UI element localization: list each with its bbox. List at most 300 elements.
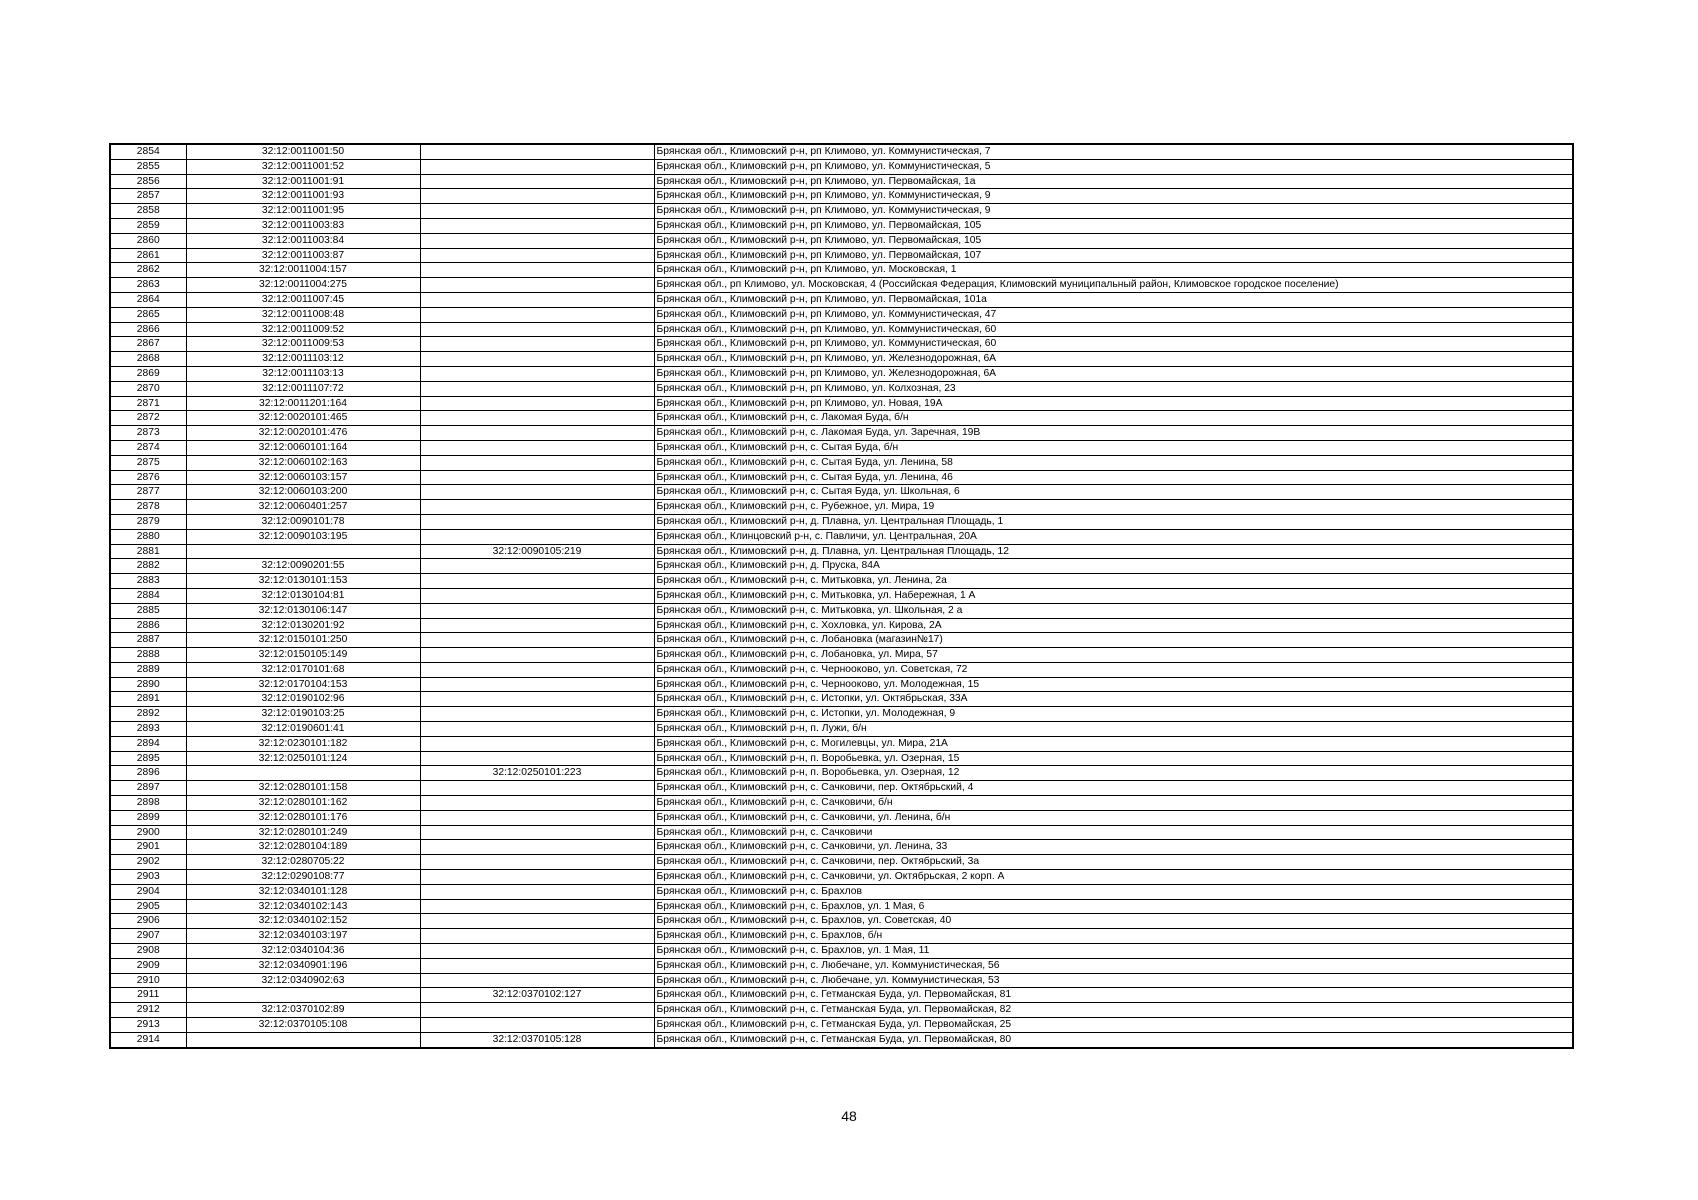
cadastral-number-cell: 32:12:0190601:41 <box>186 722 420 737</box>
cadastral-number-alt-cell <box>420 840 654 855</box>
cadastral-number-alt-cell <box>420 233 654 248</box>
cadastral-number-cell: 32:12:0011004:275 <box>186 278 420 293</box>
address-cell: Брянская обл., Климовский р-н, с. Истопки, ул. Октябрьская, 33А <box>654 692 1573 707</box>
cadastral-number-cell: 32:12:0250101:124 <box>186 751 420 766</box>
table-row <box>110 633 1573 648</box>
cadastral-number-alt-cell <box>420 825 654 840</box>
address-cell: Брянская обл., Климовский р-н, рп Климово, ул. Коммунистическая, 7 <box>654 144 1573 159</box>
cadastral-number-alt-cell <box>420 218 654 233</box>
cadastral-number-cell: 32:12:0090103:195 <box>186 529 420 544</box>
row-number-cell: 2879 <box>110 514 186 529</box>
cadastral-number-alt-cell <box>420 677 654 692</box>
table-row <box>110 263 1573 278</box>
row-number-cell: 2856 <box>110 174 186 189</box>
address-cell: Брянская обл., Климовский р-н, с. Лобановка (магазин№17) <box>654 633 1573 648</box>
cadastral-number-alt-cell <box>420 337 654 352</box>
row-number-cell: 2861 <box>110 248 186 263</box>
cadastral-number-cell: 32:12:0130201:92 <box>186 618 420 633</box>
address-cell: Брянская обл., Климовский р-н, рп Климово, ул. Коммунистическая, 47 <box>654 307 1573 322</box>
table-row <box>110 204 1573 219</box>
row-number-cell: 2898 <box>110 796 186 811</box>
cadastral-number-cell: 32:12:0011107:72 <box>186 381 420 396</box>
table-row <box>110 440 1573 455</box>
row-number-cell: 2878 <box>110 500 186 515</box>
address-cell: Брянская обл., Климовский р-н, п. Воробьевка, ул. Озерная, 15 <box>654 751 1573 766</box>
address-cell: Брянская обл., Климовский р-н, с. Сытая Буда, б/н <box>654 440 1573 455</box>
address-cell: Брянская обл., Климовский р-н, с. Сытая Буда, ул. Школьная, 6 <box>654 485 1573 500</box>
cadastral-number-cell: 32:12:0150105:149 <box>186 648 420 663</box>
row-number-cell: 2891 <box>110 692 186 707</box>
row-number-cell: 2881 <box>110 544 186 559</box>
cadastral-number-cell: 32:12:0060103:157 <box>186 470 420 485</box>
table-row <box>110 1018 1573 1033</box>
cadastral-number-cell: 32:12:0370102:89 <box>186 1003 420 1018</box>
row-number-cell: 2904 <box>110 884 186 899</box>
row-number-cell: 2911 <box>110 988 186 1003</box>
address-cell: Брянская обл., Климовский р-н, с. Гетманская Буда, ул. Первомайская, 81 <box>654 988 1573 1003</box>
cadastral-number-alt-cell <box>420 870 654 885</box>
cadastral-number-alt-cell <box>420 1018 654 1033</box>
cadastral-number-alt-cell <box>420 248 654 263</box>
cadastral-number-cell: 32:12:0130106:147 <box>186 603 420 618</box>
cadastral-number-cell: 32:12:0011008:48 <box>186 307 420 322</box>
cadastral-number-alt-cell <box>420 396 654 411</box>
cadastral-number-alt-cell <box>420 796 654 811</box>
table-row <box>110 603 1573 618</box>
table-row <box>110 292 1573 307</box>
cadastral-number-cell: 32:12:0340102:152 <box>186 914 420 929</box>
cadastral-number-alt-cell <box>420 455 654 470</box>
cadastral-number-cell: 32:12:0340103:197 <box>186 929 420 944</box>
row-number-cell: 2908 <box>110 944 186 959</box>
address-cell: Брянская обл., Климовский р-н, п. Лужи, б/н <box>654 722 1573 737</box>
address-cell: Брянская обл., Климовский р-н, рп Климово, ул. Московская, 1 <box>654 263 1573 278</box>
cadastral-number-cell: 32:12:0280101:176 <box>186 810 420 825</box>
cadastral-number-cell <box>186 766 420 781</box>
table-row <box>110 470 1573 485</box>
cadastral-number-alt-cell: 32:12:0250101:223 <box>420 766 654 781</box>
row-number-cell: 2871 <box>110 396 186 411</box>
row-number-cell: 2872 <box>110 411 186 426</box>
registry-table <box>109 143 1574 1049</box>
table-row <box>110 529 1573 544</box>
cadastral-number-cell: 32:12:0130104:81 <box>186 588 420 603</box>
cadastral-number-alt-cell <box>420 722 654 737</box>
address-cell: Брянская обл., Климовский р-н, с. Сачковичи, ул. Ленина, б/н <box>654 810 1573 825</box>
cadastral-number-alt-cell <box>420 263 654 278</box>
table-row <box>110 426 1573 441</box>
cadastral-number-cell: 32:12:0340901:196 <box>186 958 420 973</box>
cadastral-number-alt-cell <box>420 352 654 367</box>
row-number-cell: 2906 <box>110 914 186 929</box>
cadastral-number-alt-cell <box>420 574 654 589</box>
address-cell: Брянская обл., Климовский р-н, с. Лобановка, ул. Мира, 57 <box>654 648 1573 663</box>
row-number-cell: 2875 <box>110 455 186 470</box>
table-row <box>110 781 1573 796</box>
cadastral-number-alt-cell <box>420 692 654 707</box>
address-cell: Брянская обл., Климовский р-н, с. Чернооково, ул. Советская, 72 <box>654 662 1573 677</box>
cadastral-number-alt-cell <box>420 603 654 618</box>
address-cell: Брянская обл., Климовский р-н, с. Сачковичи, ул. Ленина, 33 <box>654 840 1573 855</box>
row-number-cell: 2870 <box>110 381 186 396</box>
row-number-cell: 2914 <box>110 1032 186 1047</box>
row-number-cell: 2888 <box>110 648 186 663</box>
address-cell: Брянская обл., Климовский р-н, д. Пруска, 84А <box>654 559 1573 574</box>
table-row <box>110 870 1573 885</box>
address-cell: Брянская обл., Климовский р-н, с. Митьковка, ул. Ленина, 2а <box>654 574 1573 589</box>
table-row <box>110 840 1573 855</box>
cadastral-number-alt-cell <box>420 736 654 751</box>
row-number-cell: 2886 <box>110 618 186 633</box>
row-number-cell: 2896 <box>110 766 186 781</box>
cadastral-number-alt-cell <box>420 174 654 189</box>
row-number-cell: 2864 <box>110 292 186 307</box>
cadastral-number-alt-cell <box>420 899 654 914</box>
table-row <box>110 766 1573 781</box>
cadastral-number-alt-cell <box>420 500 654 515</box>
table-row <box>110 144 1573 159</box>
cadastral-number-alt-cell <box>420 322 654 337</box>
row-number-cell: 2901 <box>110 840 186 855</box>
address-cell: Брянская обл., Климовский р-н, с. Гетманская Буда, ул. Первомайская, 25 <box>654 1018 1573 1033</box>
table-row <box>110 692 1573 707</box>
table-row <box>110 174 1573 189</box>
cadastral-number-cell <box>186 988 420 1003</box>
cadastral-number-alt-cell <box>420 366 654 381</box>
table-row <box>110 396 1573 411</box>
address-cell: Брянская обл., Климовский р-н, с. Гетманская Буда, ул. Первомайская, 82 <box>654 1003 1573 1018</box>
cadastral-number-cell: 32:12:0011201:164 <box>186 396 420 411</box>
address-cell: Брянская обл., Климовский р-н, с. Брахлов, ул. Советская, 40 <box>654 914 1573 929</box>
cadastral-number-alt-cell <box>420 189 654 204</box>
cadastral-number-alt-cell <box>420 633 654 648</box>
row-number-cell: 2910 <box>110 973 186 988</box>
table-row <box>110 159 1573 174</box>
cadastral-number-cell: 32:12:0011001:93 <box>186 189 420 204</box>
cadastral-number-alt-cell <box>420 159 654 174</box>
table-row <box>110 189 1573 204</box>
address-cell: Брянская обл., Климовский р-н, с. Лакомая Буда, ул. Заречная, 19В <box>654 426 1573 441</box>
cadastral-number-alt-cell <box>420 204 654 219</box>
row-number-cell: 2876 <box>110 470 186 485</box>
cadastral-number-alt-cell <box>420 144 654 159</box>
cadastral-number-cell: 32:12:0230101:182 <box>186 736 420 751</box>
cadastral-number-cell: 32:12:0011103:13 <box>186 366 420 381</box>
row-number-cell: 2895 <box>110 751 186 766</box>
cadastral-number-alt-cell <box>420 855 654 870</box>
table-row <box>110 648 1573 663</box>
cadastral-number-alt-cell <box>420 1003 654 1018</box>
row-number-cell: 2866 <box>110 322 186 337</box>
cadastral-number-cell: 32:12:0011001:95 <box>186 204 420 219</box>
table-row <box>110 544 1573 559</box>
address-cell: Брянская обл., Климовский р-н, с. Сачковичи, пер. Октябрьский, 4 <box>654 781 1573 796</box>
row-number-cell: 2893 <box>110 722 186 737</box>
table-row <box>110 722 1573 737</box>
row-number-cell: 2885 <box>110 603 186 618</box>
table-row <box>110 1032 1573 1047</box>
page-number: 48 <box>841 1108 857 1124</box>
cadastral-number-alt-cell <box>420 411 654 426</box>
cadastral-number-cell: 32:12:0060401:257 <box>186 500 420 515</box>
cadastral-number-cell: 32:12:0020101:476 <box>186 426 420 441</box>
row-number-cell: 2882 <box>110 559 186 574</box>
row-number-cell: 2890 <box>110 677 186 692</box>
table-row <box>110 278 1573 293</box>
row-number-cell: 2900 <box>110 825 186 840</box>
cadastral-number-cell: 32:12:0060102:163 <box>186 455 420 470</box>
cadastral-number-alt-cell <box>420 751 654 766</box>
cadastral-number-alt-cell: 32:12:0090105:219 <box>420 544 654 559</box>
address-cell: Брянская обл., Климовский р-н, с. Сачковичи, б/н <box>654 796 1573 811</box>
row-number-cell: 2868 <box>110 352 186 367</box>
address-cell: Брянская обл., Климовский р-н, рп Климово, ул. Коммунистическая, 60 <box>654 337 1573 352</box>
cadastral-number-cell <box>186 1032 420 1047</box>
cadastral-number-cell: 32:12:0280101:162 <box>186 796 420 811</box>
cadastral-number-cell: 32:12:0340902:63 <box>186 973 420 988</box>
table-row <box>110 751 1573 766</box>
cadastral-number-cell: 32:12:0011003:83 <box>186 218 420 233</box>
cadastral-number-cell: 32:12:0011007:45 <box>186 292 420 307</box>
address-cell: Брянская обл., Климовский р-н, с. Рубежное, ул. Мира, 19 <box>654 500 1573 515</box>
cadastral-number-cell: 32:12:0090201:55 <box>186 559 420 574</box>
address-cell: Брянская обл., Климовский р-н, с. Сачковичи, пер. Октябрьский, 3а <box>654 855 1573 870</box>
row-number-cell: 2912 <box>110 1003 186 1018</box>
cadastral-number-alt-cell <box>420 958 654 973</box>
table-row <box>110 944 1573 959</box>
address-cell: Брянская обл., Климовский р-н, с. Сачковичи, ул. Октябрьская, 2 корп. А <box>654 870 1573 885</box>
cadastral-number-cell: 32:12:0340101:128 <box>186 884 420 899</box>
row-number-cell: 2889 <box>110 662 186 677</box>
table-row <box>110 929 1573 944</box>
address-cell: Брянская обл., рп Климово, ул. Московская, 4 (Российская Федерация, Климовский муниципальный район, Климовское городское поселение) <box>654 278 1573 293</box>
cadastral-number-cell: 32:12:0340102:143 <box>186 899 420 914</box>
cadastral-number-alt-cell <box>420 307 654 322</box>
table-row <box>110 958 1573 973</box>
address-cell: Брянская обл., Климовский р-н, рп Климово, ул. Первомайская, 1а <box>654 174 1573 189</box>
row-number-cell: 2894 <box>110 736 186 751</box>
table-row <box>110 884 1573 899</box>
address-cell: Брянская обл., Климовский р-н, рп Климово, ул. Коммунистическая, 60 <box>654 322 1573 337</box>
registry-table-body <box>110 144 1573 1048</box>
cadastral-number-cell: 32:12:0170101:68 <box>186 662 420 677</box>
cadastral-number-alt-cell <box>420 914 654 929</box>
address-cell: Брянская обл., Климовский р-н, с. Митьковка, ул. Школьная, 2 а <box>654 603 1573 618</box>
address-cell: Брянская обл., Климовский р-н, рп Климово, ул. Коммунистическая, 5 <box>654 159 1573 174</box>
address-cell: Брянская обл., Климовский р-н, с. Сачковичи <box>654 825 1573 840</box>
cadastral-number-cell: 32:12:0090101:78 <box>186 514 420 529</box>
table-row <box>110 736 1573 751</box>
cadastral-number-alt-cell <box>420 618 654 633</box>
row-number-cell: 2883 <box>110 574 186 589</box>
row-number-cell: 2854 <box>110 144 186 159</box>
row-number-cell: 2860 <box>110 233 186 248</box>
row-number-cell: 2867 <box>110 337 186 352</box>
address-cell: Брянская обл., Климовский р-н, с. Любечане, ул. Коммунистическая, 53 <box>654 973 1573 988</box>
cadastral-number-alt-cell: 32:12:0370102:127 <box>420 988 654 1003</box>
row-number-cell: 2858 <box>110 204 186 219</box>
address-cell: Брянская обл., Климовский р-н, с. Брахлов, ул. 1 Мая, 6 <box>654 899 1573 914</box>
table-row <box>110 914 1573 929</box>
table-row <box>110 500 1573 515</box>
table-row <box>110 618 1573 633</box>
cadastral-number-cell: 32:12:0290108:77 <box>186 870 420 885</box>
address-cell: Брянская обл., Климовский р-н, рп Климово, ул. Колхозная, 23 <box>654 381 1573 396</box>
row-number-cell: 2863 <box>110 278 186 293</box>
address-cell: Брянская обл., Климовский р-н, с. Сытая Буда, ул. Ленина, 46 <box>654 470 1573 485</box>
cadastral-number-cell: 32:12:0060103:200 <box>186 485 420 500</box>
address-cell: Брянская обл., Климовский р-н, д. Плавна, ул. Центральная Площадь, 12 <box>654 544 1573 559</box>
cadastral-number-cell: 32:12:0170104:153 <box>186 677 420 692</box>
table-row <box>110 588 1573 603</box>
row-number-cell: 2905 <box>110 899 186 914</box>
cadastral-number-cell: 32:12:0011001:50 <box>186 144 420 159</box>
cadastral-number-alt-cell <box>420 470 654 485</box>
row-number-cell: 2913 <box>110 1018 186 1033</box>
table-row <box>110 352 1573 367</box>
address-cell: Брянская обл., Климовский р-н, с. Лакомая Буда, б/н <box>654 411 1573 426</box>
address-cell: Брянская обл., Климовский р-н, с. Митьковка, ул. Набережная, 1 А <box>654 588 1573 603</box>
cadastral-number-cell <box>186 544 420 559</box>
address-cell: Брянская обл., Климовский р-н, с. Гетманская Буда, ул. Первомайская, 80 <box>654 1032 1573 1047</box>
address-cell: Брянская обл., Климовский р-н, с. Брахлов <box>654 884 1573 899</box>
address-cell: Брянская обл., Климовский р-н, рп Климово, ул. Коммунистическая, 9 <box>654 189 1573 204</box>
row-number-cell: 2884 <box>110 588 186 603</box>
table-row <box>110 455 1573 470</box>
table-row <box>110 574 1573 589</box>
cadastral-number-cell: 32:12:0011003:84 <box>186 233 420 248</box>
cadastral-number-cell: 32:12:0150101:250 <box>186 633 420 648</box>
table-row <box>110 855 1573 870</box>
row-number-cell: 2869 <box>110 366 186 381</box>
cadastral-number-alt-cell <box>420 381 654 396</box>
table-row <box>110 366 1573 381</box>
address-cell: Брянская обл., Климовский р-н, с. Истопки, ул. Молодежная, 9 <box>654 707 1573 722</box>
cadastral-number-cell: 32:12:0011003:87 <box>186 248 420 263</box>
row-number-cell: 2897 <box>110 781 186 796</box>
cadastral-number-cell: 32:12:0011103:12 <box>186 352 420 367</box>
row-number-cell: 2909 <box>110 958 186 973</box>
cadastral-number-cell: 32:12:0190103:25 <box>186 707 420 722</box>
address-cell: Брянская обл., Климовский р-н, рп Климово, ул. Коммунистическая, 9 <box>654 204 1573 219</box>
cadastral-number-alt-cell <box>420 662 654 677</box>
address-cell: Брянская обл., Климовский р-н, рп Климово, ул. Первомайская, 107 <box>654 248 1573 263</box>
cadastral-number-cell: 32:12:0011009:52 <box>186 322 420 337</box>
address-cell: Брянская обл., Климовский р-н, д. Плавна, ул. Центральная Площадь, 1 <box>654 514 1573 529</box>
cadastral-number-alt-cell <box>420 588 654 603</box>
cadastral-number-cell: 32:12:0280104:189 <box>186 840 420 855</box>
table-row <box>110 796 1573 811</box>
cadastral-number-cell: 32:12:0060101:164 <box>186 440 420 455</box>
table-row <box>110 307 1573 322</box>
cadastral-number-cell: 32:12:0020101:465 <box>186 411 420 426</box>
address-cell: Брянская обл., Климовский р-н, рп Климово, ул. Железнодорожная, 6А <box>654 366 1573 381</box>
address-cell: Брянская обл., Климовский р-н, с. Брахлов, б/н <box>654 929 1573 944</box>
address-cell: Брянская обл., Климовский р-н, с. Брахлов, ул. 1 Мая, 11 <box>654 944 1573 959</box>
cadastral-number-alt-cell <box>420 485 654 500</box>
address-cell: Брянская обл., Клинцовский р-н, с. Павличи, ул. Центральная, 20А <box>654 529 1573 544</box>
table-row <box>110 248 1573 263</box>
row-number-cell: 2855 <box>110 159 186 174</box>
cadastral-number-cell: 32:12:0280705:22 <box>186 855 420 870</box>
cadastral-number-alt-cell <box>420 529 654 544</box>
row-number-cell: 2857 <box>110 189 186 204</box>
table-row <box>110 559 1573 574</box>
cadastral-number-alt-cell <box>420 973 654 988</box>
cadastral-number-cell: 32:12:0130101:153 <box>186 574 420 589</box>
address-cell: Брянская обл., Климовский р-н, рп Климово, ул. Первомайская, 101а <box>654 292 1573 307</box>
address-cell: Брянская обл., Климовский р-н, рп Климово, ул. Железнодорожная, 6А <box>654 352 1573 367</box>
row-number-cell: 2862 <box>110 263 186 278</box>
table-row <box>110 381 1573 396</box>
table-row <box>110 337 1573 352</box>
table-row <box>110 707 1573 722</box>
cadastral-number-cell: 32:12:0190102:96 <box>186 692 420 707</box>
table-row <box>110 1003 1573 1018</box>
cadastral-number-alt-cell <box>420 278 654 293</box>
table-row <box>110 973 1573 988</box>
cadastral-number-alt-cell <box>420 559 654 574</box>
cadastral-number-cell: 32:12:0011009:53 <box>186 337 420 352</box>
table-row <box>110 322 1573 337</box>
cadastral-number-cell: 32:12:0011001:52 <box>186 159 420 174</box>
cadastral-number-alt-cell <box>420 514 654 529</box>
table-row <box>110 662 1573 677</box>
cadastral-number-alt-cell: 32:12:0370105:128 <box>420 1032 654 1047</box>
cadastral-number-alt-cell <box>420 292 654 307</box>
table-row <box>110 485 1573 500</box>
cadastral-number-alt-cell <box>420 944 654 959</box>
cadastral-number-alt-cell <box>420 440 654 455</box>
address-cell: Брянская обл., Климовский р-н, с. Сытая Буда, ул. Ленина, 58 <box>654 455 1573 470</box>
table-row <box>110 899 1573 914</box>
address-cell: Брянская обл., Климовский р-н, с. Могилевцы, ул. Мира, 21А <box>654 736 1573 751</box>
table-row <box>110 810 1573 825</box>
table-row <box>110 825 1573 840</box>
cadastral-number-alt-cell <box>420 426 654 441</box>
row-number-cell: 2865 <box>110 307 186 322</box>
row-number-cell: 2877 <box>110 485 186 500</box>
cadastral-number-alt-cell <box>420 648 654 663</box>
table-row <box>110 988 1573 1003</box>
row-number-cell: 2887 <box>110 633 186 648</box>
table-row <box>110 411 1573 426</box>
row-number-cell: 2880 <box>110 529 186 544</box>
row-number-cell: 2903 <box>110 870 186 885</box>
row-number-cell: 2874 <box>110 440 186 455</box>
table-row <box>110 218 1573 233</box>
cadastral-number-cell: 32:12:0340104:36 <box>186 944 420 959</box>
row-number-cell: 2859 <box>110 218 186 233</box>
row-number-cell: 2873 <box>110 426 186 441</box>
table-row <box>110 233 1573 248</box>
cadastral-number-cell: 32:12:0370105:108 <box>186 1018 420 1033</box>
cadastral-number-alt-cell <box>420 929 654 944</box>
address-cell: Брянская обл., Климовский р-н, с. Чернооково, ул. Молодежная, 15 <box>654 677 1573 692</box>
address-cell: Брянская обл., Климовский р-н, п. Воробьевка, ул. Озерная, 12 <box>654 766 1573 781</box>
cadastral-number-alt-cell <box>420 781 654 796</box>
row-number-cell: 2902 <box>110 855 186 870</box>
cadastral-number-cell: 32:12:0011004:157 <box>186 263 420 278</box>
address-cell: Брянская обл., Климовский р-н, рп Климово, ул. Первомайская, 105 <box>654 233 1573 248</box>
cadastral-number-cell: 32:12:0011001:91 <box>186 174 420 189</box>
table-row <box>110 514 1573 529</box>
cadastral-number-cell: 32:12:0280101:249 <box>186 825 420 840</box>
address-cell: Брянская обл., Климовский р-н, рп Климово, ул. Первомайская, 105 <box>654 218 1573 233</box>
cadastral-number-alt-cell <box>420 884 654 899</box>
row-number-cell: 2899 <box>110 810 186 825</box>
row-number-cell: 2907 <box>110 929 186 944</box>
